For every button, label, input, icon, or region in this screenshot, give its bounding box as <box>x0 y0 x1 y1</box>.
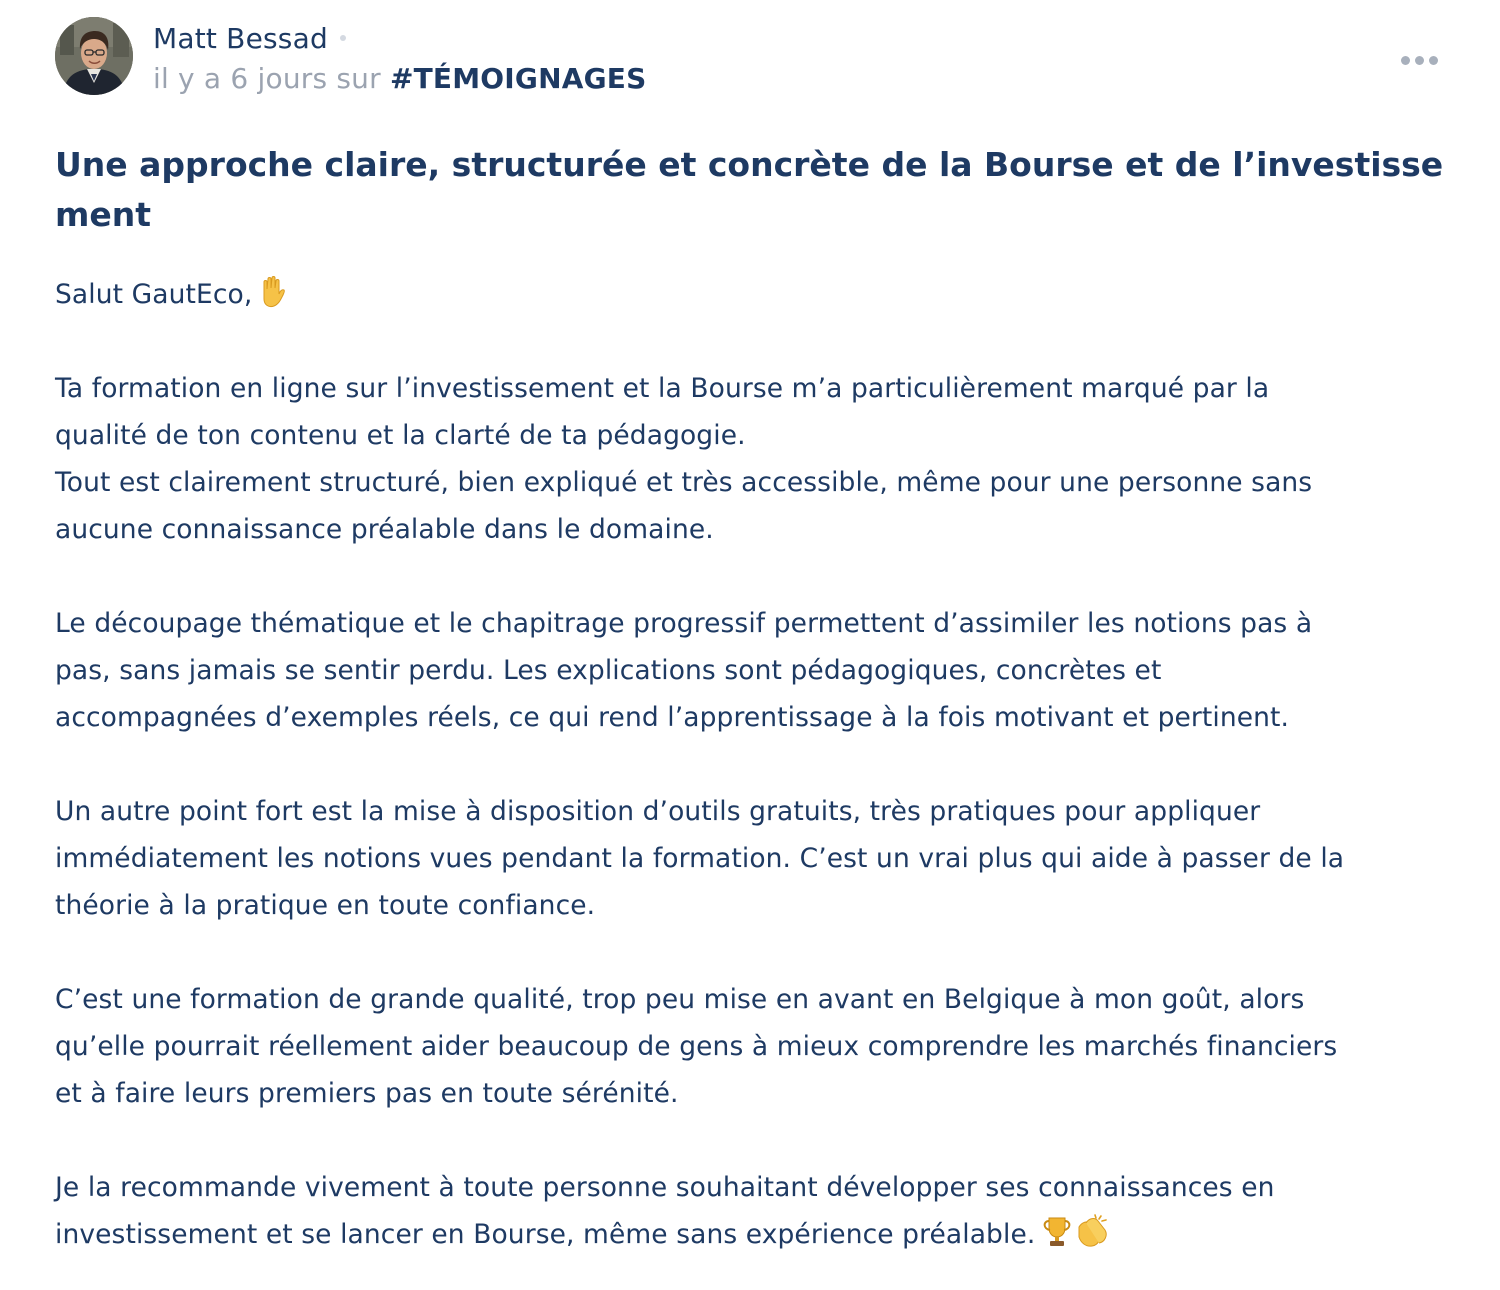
avatar-image <box>55 17 133 95</box>
more-horizontal-icon <box>1429 56 1438 65</box>
body-line-text: investissement et se lancer en Bourse, même sans expérience préalable. <box>55 1219 1036 1250</box>
avatar[interactable] <box>55 17 133 95</box>
author-name[interactable]: Matt Bessad <box>153 22 328 55</box>
post-meta <box>153 60 646 98</box>
body-line: Tout est clairement structuré, bien expliqué et très accessible, même pour une personne sans <box>55 467 1313 498</box>
post-title: Une approche claire, structurée et concrète de la Bourse et de l’investissement <box>55 145 1444 234</box>
body-line: immédiatement les notions vues pendant la formation. C’est un vrai plus qui aide à passer de la <box>55 843 1345 874</box>
body-paragraph-1 <box>55 365 1455 553</box>
body-line: C’est une formation de grande qualité, trop peu mise en avant en Belgique à mon goût, alors <box>55 984 1305 1015</box>
body-line: Je la recommande vivement à toute personne souhaitant développer ses connaissances en <box>55 1172 1275 1203</box>
body-line: Un autre point fort est la mise à disposition d’outils gratuits, très pratiques pour appliquer <box>55 796 1261 827</box>
post-body <box>55 271 1455 1258</box>
body-paragraph-4 <box>55 976 1455 1117</box>
body-line-with-emojis <box>55 1211 1455 1258</box>
space-link[interactable]: #TÉMOIGNAGES <box>389 62 647 95</box>
body-line: Le découpage thématique et le chapitrage progressif permettent d’assimiler les notions pas à <box>55 608 1313 639</box>
trophy-icon <box>1041 1215 1073 1249</box>
greeting-paragraph <box>55 271 1455 318</box>
body-line: qualité de ton contenu et la clarté de ta pédagogie. <box>55 420 746 451</box>
body-line: théorie à la pratique en toute confiance. <box>55 890 596 921</box>
space-prefix: sur <box>336 62 381 95</box>
post-timestamp: il y a 6 jours <box>153 62 328 95</box>
body-paragraph-5 <box>55 1164 1455 1258</box>
clapping-hands-icon <box>1073 1213 1111 1249</box>
body-paragraph-2 <box>55 600 1455 741</box>
body-line: accompagnées d’exemples réels, ce qui rend l’apprentissage à la fois motivant et pertinent. <box>55 702 1290 733</box>
body-line: aucune connaissance préalable dans le domaine. <box>55 514 714 545</box>
body-line: pas, sans jamais se sentir perdu. Les explications sont pédagogiques, concrètes et <box>55 655 1162 686</box>
more-horizontal-icon <box>1415 56 1424 65</box>
more-options-button[interactable] <box>1393 43 1445 77</box>
more-horizontal-icon <box>1401 56 1410 65</box>
raised-hand-icon <box>258 275 288 309</box>
body-line: Ta formation en ligne sur l’investissement et la Bourse m’a particulièrement marqué par la <box>55 373 1270 404</box>
status-dot <box>340 35 346 41</box>
body-line: qu’elle pourrait réellement aider beaucoup de gens à mieux comprendre les marchés financiers <box>55 1031 1338 1062</box>
greeting-text: Salut GautEco, <box>55 279 253 310</box>
body-paragraph-3 <box>55 788 1455 929</box>
body-line: et à faire leurs premiers pas en toute sérénité. <box>55 1078 679 1109</box>
